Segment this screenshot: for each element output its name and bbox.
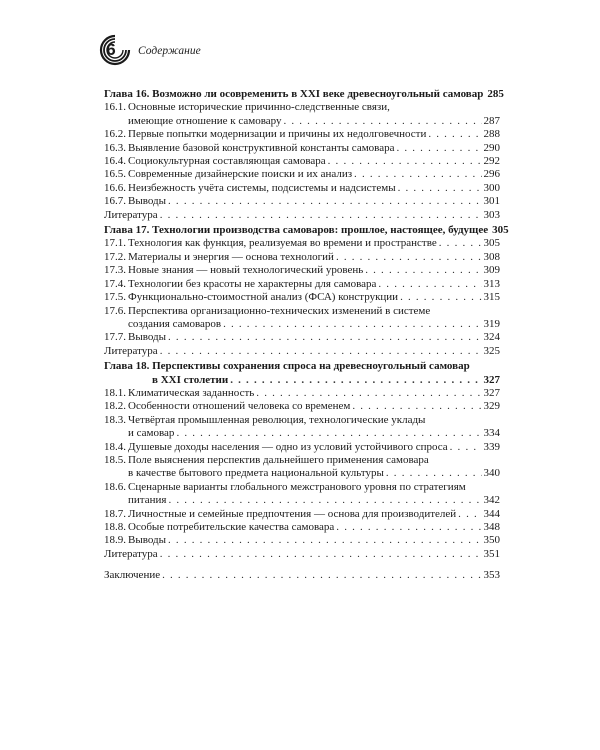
- page-ref: 342: [483, 494, 500, 507]
- toc-item-17-1[interactable]: 17.1. Технология как функция, реализуемая во времени и пространстве . . . 305: [104, 237, 500, 250]
- toc-chapter-16[interactable]: [104, 88, 504, 101]
- page-number: 6: [106, 40, 116, 59]
- toc-item-16-2[interactable]: 16.2. Первые попытки модернизации и причины их недолговечности . . . 288: [104, 128, 500, 141]
- toc-item-16-5[interactable]: 16.5. Современные дизайнерские поиски и их анализ . . . 296: [104, 168, 500, 181]
- toc-item-18-8[interactable]: 18.8. Особые потребительские качества самовара . . . 348: [104, 521, 500, 534]
- page-ref: 309: [483, 264, 500, 277]
- page-ref: 344: [483, 507, 500, 520]
- toc-chapter-17[interactable]: [104, 224, 509, 237]
- chapter-title: Глава 16. Возможно ли осовременить в XXI веке древесноугольный самовар: [104, 88, 484, 100]
- table-of-contents: [104, 86, 509, 583]
- page-ref: 296: [483, 168, 500, 181]
- toc-item-17-6[interactable]: 17.6. Перспектива организационно-технических изменений в системе создания самоваров . . . 319: [104, 305, 500, 332]
- page-ref: 340: [483, 467, 500, 480]
- toc-item-17-7[interactable]: 17.7. Выводы . . . 324: [104, 331, 500, 344]
- page-ref: 315: [483, 291, 500, 304]
- toc-item-18-4[interactable]: 18.4. Душевые доходы населения — одно из условий устойчивого спроса . . . 339: [104, 441, 500, 454]
- toc-item-18-3[interactable]: 18.3. Четвёртая промышленная революция, технологические уклады и самовар . . . 334: [104, 414, 500, 441]
- toc-item-16-7[interactable]: 16.7. Выводы . . . 301: [104, 195, 500, 208]
- page-ref: 339: [483, 440, 500, 453]
- page-ref: 325: [483, 344, 500, 357]
- page-ref: 350: [483, 534, 500, 547]
- page-ref: 324: [483, 331, 500, 344]
- toc-item-18-1[interactable]: 18.1. Климатическая заданность . . . 327: [104, 387, 500, 400]
- toc-item-17-2[interactable]: 17.2. Материалы и энергия — основа технологий . . . 308: [104, 251, 500, 264]
- page-ref: 305: [492, 224, 509, 237]
- page-ref: 292: [483, 155, 500, 168]
- page-ref: 287: [483, 114, 500, 127]
- page-ref: 301: [483, 195, 500, 208]
- toc-item-18-2[interactable]: 18.2. Особенности отношений человека со временем . . . 329: [104, 400, 500, 413]
- page-ref: 327: [483, 373, 500, 386]
- page-ref: 303: [483, 208, 500, 221]
- running-title: Содержание: [138, 45, 201, 57]
- toc-item-18-6[interactable]: 18.6. Сценарные варианты глобального межстранового уровня по стратегиям питания . . . 342: [104, 481, 500, 508]
- page-ref: 348: [483, 521, 500, 533]
- page-ref: 313: [483, 277, 500, 290]
- page-ref: 285: [487, 88, 504, 100]
- page-header: [0, 0, 600, 90]
- page-ref: 288: [483, 128, 500, 141]
- toc-item-17-3[interactable]: 17.3. Новые знания — новый технологический уровень . . . 309: [104, 264, 500, 277]
- toc-item-16-3[interactable]: 16.3. Выявление базовой конструктивной константы самовара . . . 290: [104, 142, 500, 155]
- toc-item-18-7[interactable]: 18.7. Личностные и семейные предпочтения — основа для производителей . . . 344: [104, 508, 500, 521]
- page-ref: 305: [483, 237, 500, 250]
- toc-conclusion[interactable]: Заключение . . . 353: [104, 569, 500, 582]
- toc-item-18-5[interactable]: 18.5. Поле выяснения перспектив дальнейшего применения самовара в качестве бытового предмета национальной культуры . . . 340: [104, 454, 500, 481]
- page-ref: 329: [483, 400, 500, 413]
- page-ref: 327: [483, 386, 500, 399]
- page-ref: 334: [483, 427, 500, 440]
- toc-chapter-18[interactable]: Глава 18. Перспективы сохранения спроса на древесноугольный самовар в XXI столетии . . . 327: [104, 360, 500, 387]
- page-ref: 319: [483, 317, 500, 330]
- toc-literature-17[interactable]: Литература . . . 325: [104, 345, 500, 358]
- toc-item-16-6[interactable]: 16.6. Неизбежность учёта системы, подсистемы и надсистемы . . . 300: [104, 182, 500, 195]
- page-ref: 290: [483, 141, 500, 154]
- page-ref: 353: [483, 569, 500, 582]
- toc-item-17-5[interactable]: 17.5. Функционально-стоимостной анализ (ФСА) конструкции . . . 315: [104, 291, 500, 304]
- toc-item-16-1[interactable]: 16.1. Основные исторические причинно-следственные связи, имеющие отношение к самовару . . . 287: [104, 101, 500, 128]
- toc-item-17-4[interactable]: 17.4. Технологии без красоты не характерны для самовара . . . 313: [104, 278, 500, 291]
- page-ref: 300: [483, 181, 500, 194]
- toc-literature-16[interactable]: Литература . . . 303: [104, 209, 500, 222]
- toc-item-16-4[interactable]: 16.4. Социокультурная составляющая самовара . . . 292: [104, 155, 500, 168]
- chapter-title: Глава 17. Технологии производства самоваров: прошлое, настоящее, будущее: [104, 224, 489, 237]
- toc-literature-18[interactable]: Литература . . . 351: [104, 548, 500, 561]
- toc-item-18-9[interactable]: 18.9. Выводы . . . 350: [104, 534, 500, 547]
- page-ref: 308: [483, 250, 500, 263]
- page-ref: 351: [483, 547, 500, 560]
- chapter-title: Глава 18. Перспективы сохранения спроса на древесноугольный самовар: [104, 360, 470, 373]
